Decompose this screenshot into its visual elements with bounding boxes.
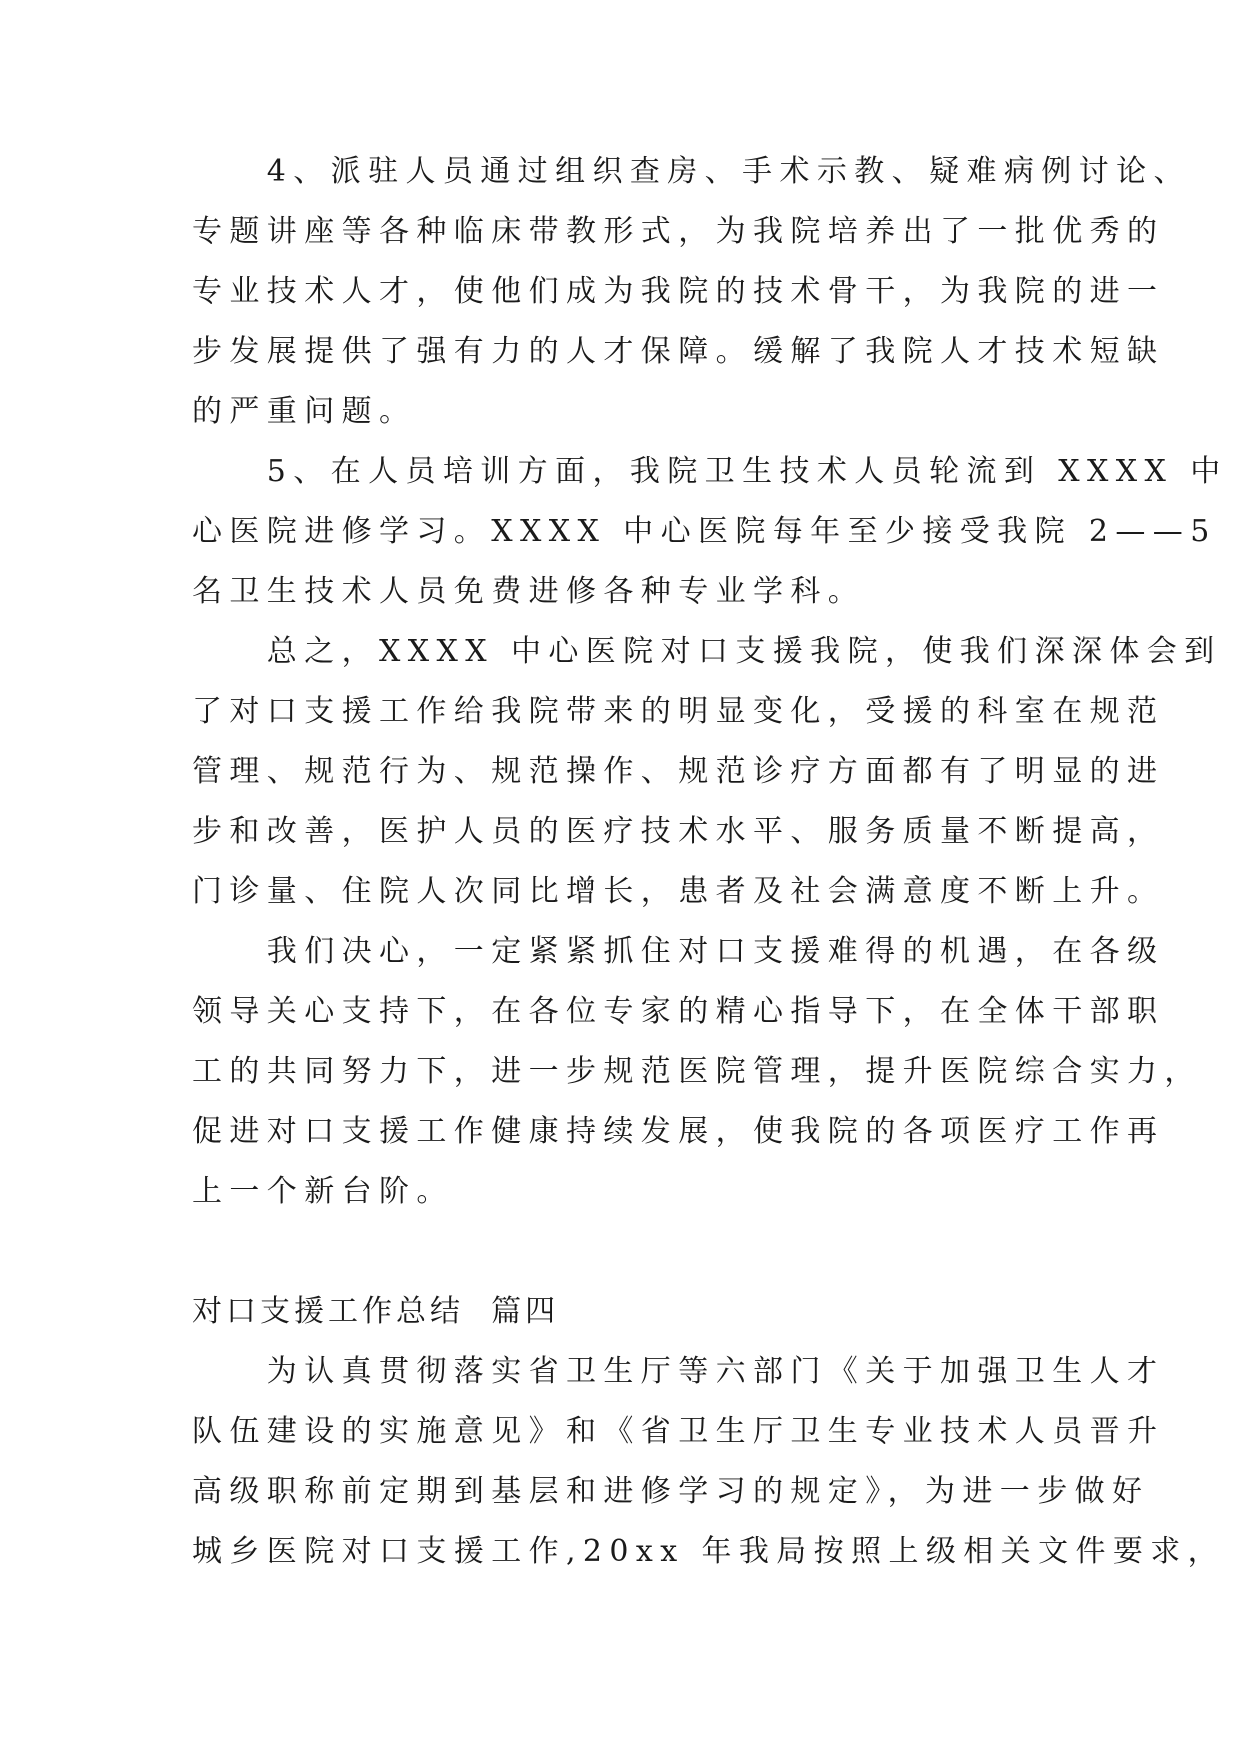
- text-line: 总之，XXXX 中心医院对口支援我院，使我们深深体会到: [192, 634, 1222, 669]
- text-line: 我们决心，一定紧紧抓住对口支援难得的机遇，在各级: [192, 934, 1165, 969]
- text-line: 工的共同努力下，进一步规范医院管理，提升医院综合实力，: [192, 1054, 1202, 1089]
- text-line: 5、在人员培训方面，我院卫生技术人员轮流到 XXXX 中: [192, 454, 1228, 489]
- text-line: 的严重问题。: [192, 394, 417, 429]
- text-line: 专业技术人才，使他们成为我院的技术骨干，为我院的进一: [192, 274, 1165, 309]
- text-line: 心医院进修学习。XXXX 中心医院每年至少接受我院 2——5: [192, 514, 1217, 549]
- text-line: 步发展提供了强有力的人才保障。缓解了我院人才技术短缺: [192, 334, 1165, 369]
- text-line: 专题讲座等各种临床带教形式，为我院培养出了一批优秀的: [192, 214, 1165, 249]
- section-heading: 对口支援工作总结 篇四: [192, 1294, 560, 1329]
- text-line: 为认真贯彻落实省卫生厅等六部门《关于加强卫生人才: [192, 1354, 1165, 1389]
- text-line: 上一个新台阶。: [192, 1174, 454, 1209]
- text-line: 队伍建设的实施意见》和《省卫生厅卫生专业技术人员晋升: [192, 1414, 1165, 1449]
- text-line: 促进对口支援工作健康持续发展，使我院的各项医疗工作再: [192, 1114, 1165, 1149]
- text-line: 管理、规范行为、规范操作、规范诊疗方面都有了明显的进: [192, 754, 1165, 789]
- text-line: 高级职称前定期到基层和进修学习的规定》，为进一步做好: [192, 1474, 1150, 1509]
- text-line: 名卫生技术人员免费进修各种专业学科。: [192, 574, 866, 609]
- text-line: 了对口支援工作给我院带来的明显变化，受援的科室在规范: [192, 694, 1165, 729]
- text-line: 步和改善，医护人员的医疗技术水平、服务质量不断提高，: [192, 814, 1165, 849]
- text-line: 门诊量、住院人次同比增长，患者及社会满意度不断上升。: [192, 874, 1165, 909]
- text-line: 4、派驻人员通过组织查房、手术示教、疑难病例讨论、: [192, 154, 1191, 189]
- text-line: 领导关心支持下，在各位专家的精心指导下，在全体干部职: [192, 994, 1165, 1029]
- text-line: 城乡医院对口支援工作,20xx 年我局按照上级相关文件要求，: [192, 1534, 1226, 1569]
